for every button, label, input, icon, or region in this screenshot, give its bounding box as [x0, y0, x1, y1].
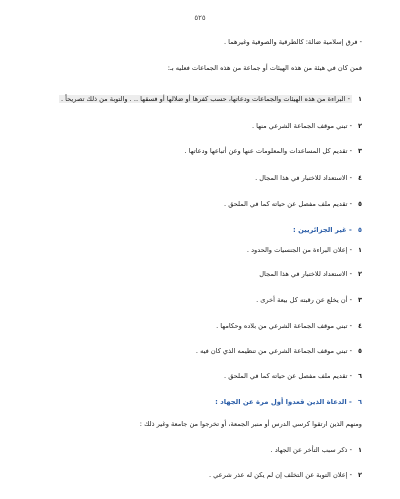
line-text: - تقديم ملف مفصل عن حياته كما في الملحق .: [224, 372, 352, 380]
item-number: ٦: [357, 398, 362, 406]
item-number: ٣: [357, 296, 362, 304]
text-line: [24, 296, 362, 305]
text-line: [24, 200, 362, 209]
section-heading: [24, 226, 362, 235]
line-text: ومنهم الذين ارتقوا كرسي الدرس أو منبر الجمعة، أو تخرجوا من جامعة وغير ذلك :: [139, 420, 362, 428]
line-text: - تقديم كل المساعدات والمعلومات عنها وعن أتباعها ودعاتها .: [184, 147, 352, 155]
section-heading: [24, 398, 362, 407]
line-text: - غير الجزائريين :: [292, 226, 352, 234]
text-line: [24, 471, 362, 480]
line-text: - تقديم ملف مفصل عن حياته كما في الملحق .: [224, 200, 352, 208]
item-number: ٥: [357, 200, 362, 208]
line-text: - ذكر سبب التأخر عن الجهاد .: [270, 446, 352, 454]
text-line: [24, 246, 362, 255]
text-line: [24, 372, 362, 381]
text-line: [24, 122, 362, 131]
line-text: - الاستعداد للاختبار في هذا المجال .: [255, 174, 352, 182]
item-number: ٥: [357, 226, 362, 234]
text-line: [24, 147, 362, 156]
item-number: ٢: [357, 122, 362, 130]
line-text: - البراءة من هذه الهيئات والجماعات ودعاتها، حسب كفرها أو ضلالها أو فسقها .. . والتوبة من ذلك تصريحاً .: [60, 95, 350, 103]
line-text: - الاستعداد للاختبار في هذا المجال: [259, 270, 352, 278]
line-text: - أن يخلع عن رقبته كل بيعة أخرى .: [256, 296, 352, 304]
item-number: ٤: [357, 322, 362, 330]
line-text: - فرق إسلامية ضالة: كالطرقية والصوفية وغيرهما .: [223, 38, 362, 46]
page-number: ٥٢٥: [194, 14, 206, 22]
item-number: ١: [357, 246, 362, 254]
line-text: - تبني موقف الجماعة الشرعي من بلاده وحكامها .: [216, 322, 352, 330]
text-line: [24, 38, 362, 47]
item-number: ١: [357, 95, 362, 103]
text-line: [24, 270, 362, 279]
text-line: [24, 420, 362, 429]
text-line: [24, 174, 362, 183]
line-text: - تبني موقف الجماعة الشرعي منها .: [251, 122, 352, 130]
line-text: - إعلان البراءة من الجنسيات والحدود .: [246, 246, 352, 254]
text-line: [24, 64, 362, 73]
item-number: ٦: [357, 372, 362, 380]
item-number: ٥: [357, 347, 362, 355]
text-line: [24, 322, 362, 331]
item-number: ١: [357, 446, 362, 454]
line-text: فمن كان في هيئة من هذه الهيئات أو جماعة من هذه الجماعات فعليه بـ:: [167, 64, 362, 72]
line-text: - تبني موقف الجماعة الشرعي من تنظيمه الذي كان فيه .: [195, 347, 352, 355]
item-number: ٢: [357, 270, 362, 278]
text-line: [24, 95, 362, 104]
item-number: ٢: [357, 471, 362, 479]
item-number: ٤: [357, 174, 362, 182]
line-text: - إعلان التوبة عن التخلف إن لم يكن له عذر شرعي .: [208, 471, 352, 479]
text-line: [24, 446, 362, 455]
text-line: [24, 347, 362, 356]
item-number: ٣: [357, 147, 362, 155]
line-text: - الدعاة الذين قعدوا أول مرة عن الجهاد :: [215, 398, 352, 406]
